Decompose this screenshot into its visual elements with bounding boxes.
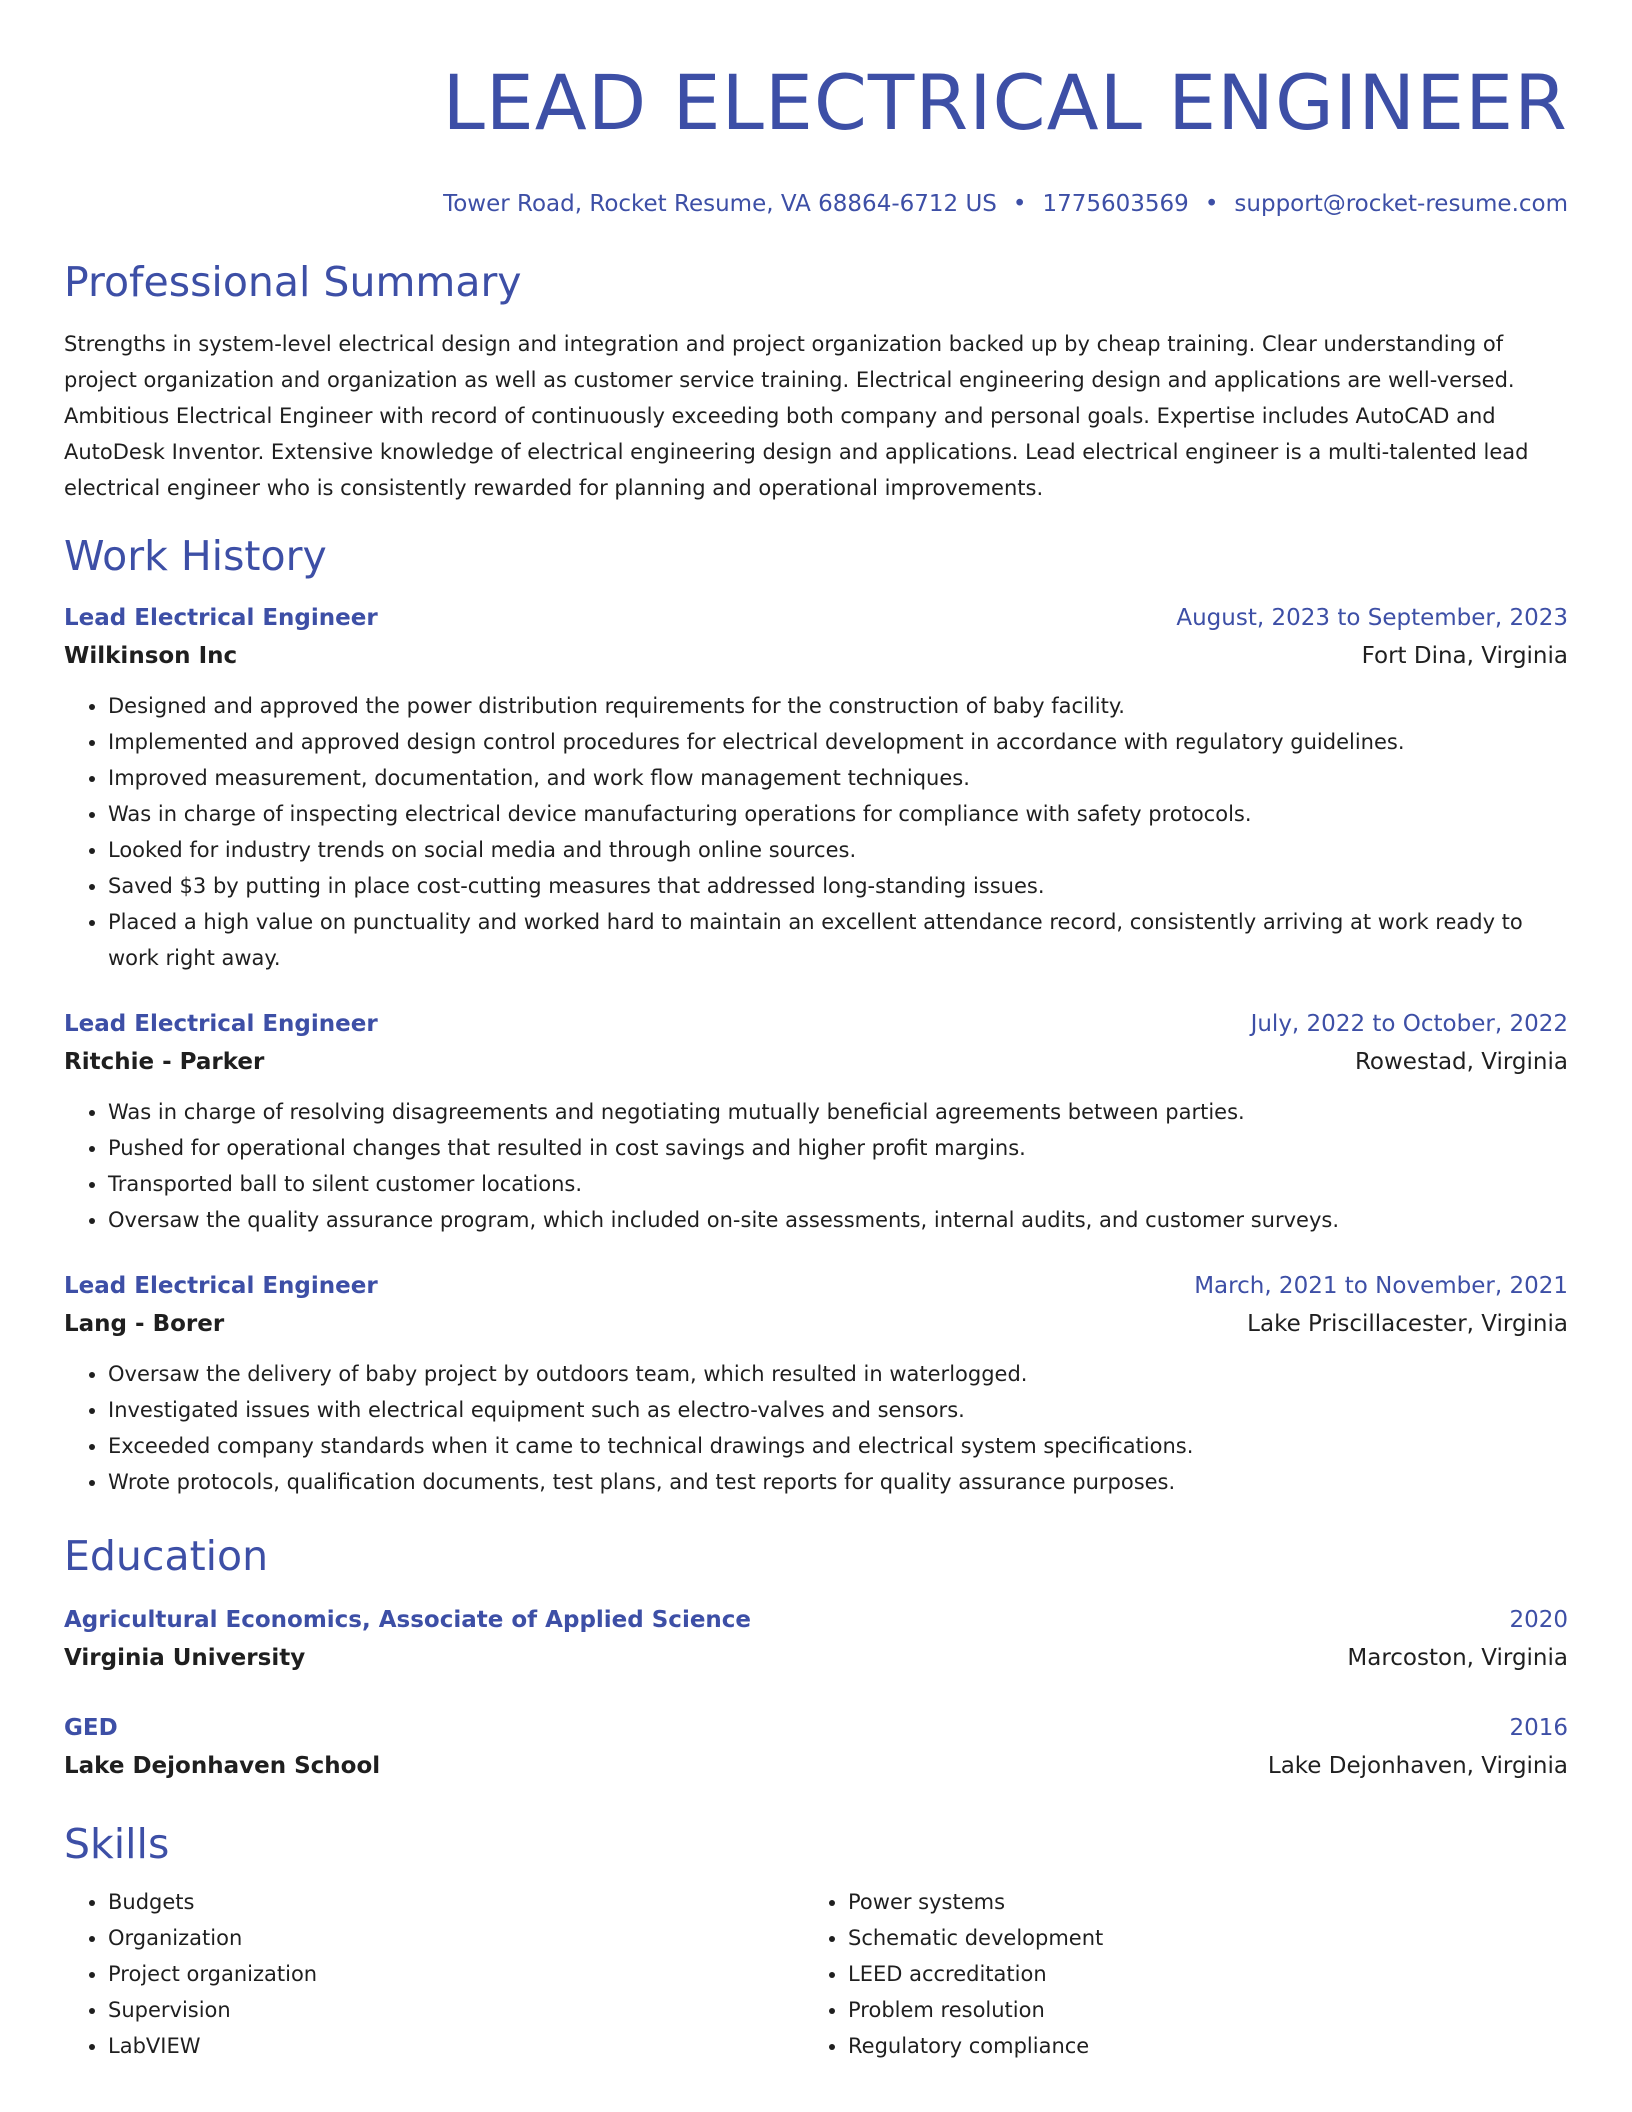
skill-item: • LEED accreditation [848, 1956, 1544, 1992]
work-history-heading: Work History [64, 532, 327, 580]
education-entry [64, 1710, 1568, 1786]
education-location: Marcoston, Virginia [1347, 1645, 1568, 1671]
skill-item: • LabVIEW [108, 2028, 804, 2064]
education-location: Lake Dejonhaven, Virginia [1267, 1753, 1568, 1779]
contact-email: support@rocket-resume.com [1234, 191, 1568, 217]
skill-item: • Problem resolution [848, 1992, 1544, 2028]
job-entry [64, 1006, 1568, 1238]
job-dates: August, 2023 to September, 2023 [1176, 605, 1568, 631]
job-company: Wilkinson Inc [64, 643, 238, 669]
job-bullet: • Oversaw the quality assurance program, which included on-site assessments, internal audits, and customer surveys. [108, 1202, 1568, 1238]
skill-item: • Organization [108, 1920, 804, 1956]
education-degree: Agricultural Economics, Associate of Applied Science [64, 1607, 752, 1633]
contact-phone: 1775603569 [1042, 191, 1189, 217]
job-company: Lang - Borer [64, 1311, 225, 1337]
job-bullet: • Was in charge of resolving disagreements and negotiating mutually beneficial agreements between parties. [108, 1094, 1568, 1130]
job-bullet: • Oversaw the delivery of baby project by outdoors team, which resulted in waterlogged. [108, 1356, 1568, 1392]
job-location: Lake Priscillacester, Virginia [1247, 1311, 1568, 1337]
skill-item: • Regulatory compliance [848, 2028, 1544, 2064]
job-bullet: • Exceeded company standards when it came to technical drawings and electrical system specifications. [108, 1428, 1568, 1464]
skills-heading: Skills [64, 1820, 170, 1868]
job-bullet: • Improved measurement, documentation, and work flow management techniques. [108, 760, 1568, 796]
job-entry [64, 600, 1568, 976]
skill-item: • Project organization [108, 1956, 804, 1992]
job-bullet: • Looked for industry trends on social media and through online sources. [108, 832, 1568, 868]
resume-header [64, 0, 1568, 220]
education-heading: Education [64, 1532, 269, 1580]
skill-item: • Budgets [108, 1884, 804, 1920]
job-entry [64, 1268, 1568, 1500]
summary-text: Strengths in system-level electrical design and integration and project organization backed up by cheap training. Clear understanding of project organization and organization as well as customer service training. Electrical engineering design and applications are well-versed. Ambitious Electrical Engineer with record of continuously exceeding both company and personal goals. Expertise includes AutoCAD and AutoDesk Inventor. Extensive knowledge of electrical engineering design and applications. Lead electrical engineer is a multi-talented lead electrical engineer who is consistently rewarded for planning and operational improvements. [64, 332, 1529, 500]
skill-item: • Schematic development [848, 1920, 1544, 1956]
contact-line [64, 188, 1568, 220]
education-year: 2016 [1509, 1715, 1568, 1741]
job-dates: July, 2022 to October, 2022 [1250, 1011, 1568, 1037]
education-degree: GED [64, 1715, 118, 1741]
job-role: Lead Electrical Engineer [64, 605, 378, 631]
job-bullet: • Pushed for operational changes that resulted in cost savings and higher profit margins. [108, 1130, 1568, 1166]
contact-separator: • [1204, 191, 1219, 217]
job-bullets [64, 1094, 1568, 1238]
summary-heading: Professional Summary [64, 258, 522, 306]
job-bullet: • Saved $3 by putting in place cost-cutting measures that addressed long-standing issues. [108, 868, 1568, 904]
skills-column-right [804, 1884, 1544, 2064]
contact-separator: • [1012, 191, 1027, 217]
education-school: Lake Dejonhaven School [64, 1753, 381, 1779]
job-location: Rowestad, Virginia [1354, 1049, 1568, 1075]
education-year: 2020 [1509, 1607, 1568, 1633]
job-bullet: • Wrote protocols, qualification documents, test plans, and test reports for quality assurance purposes. [108, 1464, 1568, 1500]
job-bullets [64, 1356, 1568, 1500]
contact-address: Tower Road, Rocket Resume, VA 68864-6712 US [443, 191, 997, 217]
skill-item: • Power systems [848, 1884, 1544, 1920]
education-entry [64, 1602, 1568, 1678]
job-bullets [64, 688, 1568, 976]
skills-list [64, 1884, 1568, 2064]
job-bullet: • Was in charge of inspecting electrical device manufacturing operations for compliance with safety protocols. [108, 796, 1568, 832]
job-role: Lead Electrical Engineer [64, 1011, 378, 1037]
skills-column-left [64, 1884, 804, 2064]
job-company: Ritchie - Parker [64, 1049, 265, 1075]
education-school: Virginia University [64, 1645, 306, 1671]
job-dates: March, 2021 to November, 2021 [1194, 1273, 1568, 1299]
job-location: Fort Dina, Virginia [1361, 643, 1568, 669]
job-role: Lead Electrical Engineer [64, 1273, 378, 1299]
candidate-title: LEAD ELECTRICAL ENGINEER [442, 58, 1568, 147]
job-bullet: • Implemented and approved design control procedures for electrical development in accordance with regulatory guidelines. [108, 724, 1568, 760]
job-bullet: • Investigated issues with electrical equipment such as electro-valves and sensors. [108, 1392, 1568, 1428]
skill-item: • Supervision [108, 1992, 804, 2028]
job-bullet: • Designed and approved the power distribution requirements for the construction of baby facility. [108, 688, 1568, 724]
job-bullet: • Placed a high value on punctuality and worked hard to maintain an excellent attendance record, consistently arriving at work ready to work right away. [108, 904, 1568, 976]
job-bullet: • Transported ball to silent customer locations. [108, 1166, 1568, 1202]
